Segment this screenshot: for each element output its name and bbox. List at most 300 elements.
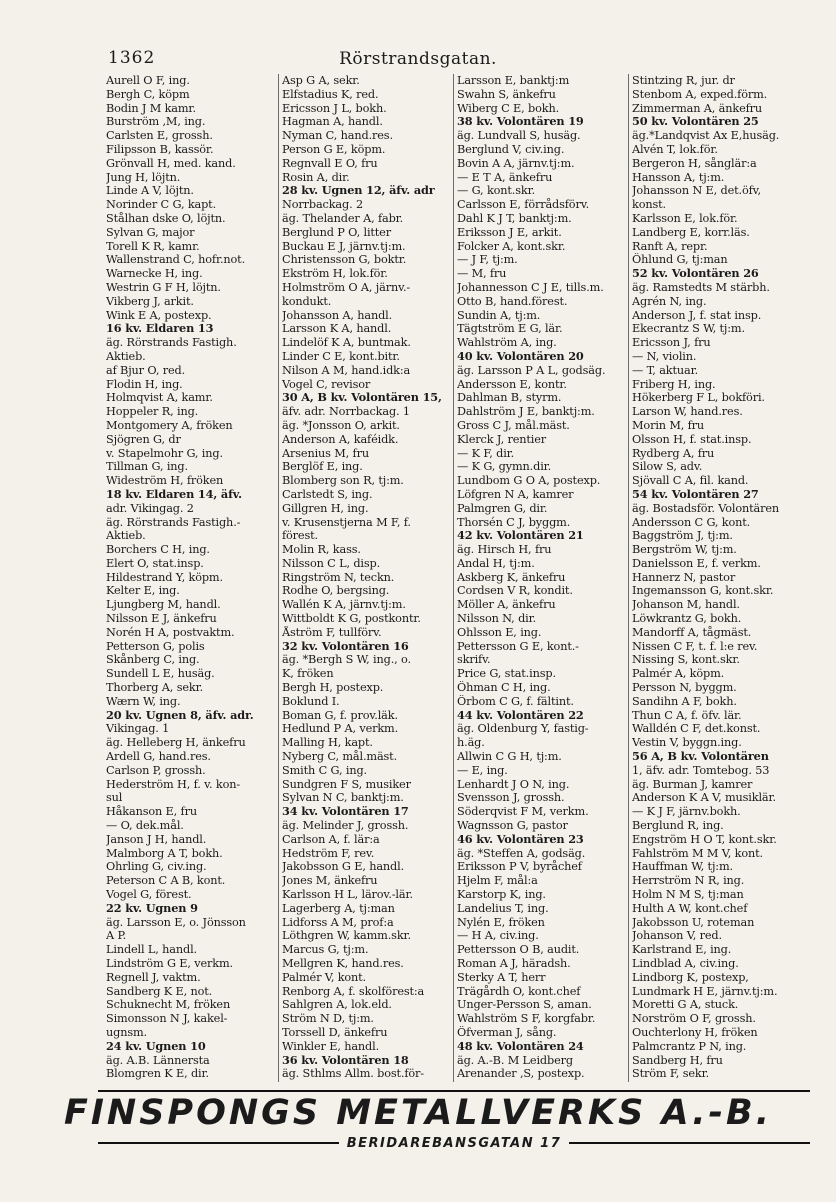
directory-entry: Hagman A, handl. (282, 115, 383, 129)
directory-entry: Hannerz N, pastor (632, 570, 736, 584)
directory-entry: v. Krusenstjerna M F, f. (282, 515, 411, 529)
directory-entry: Christensson G, boktr. (282, 253, 407, 267)
block-heading: 56 A, B kv. Volontären (632, 750, 769, 764)
directory-entry: Sundgren F S, musiker (282, 777, 411, 791)
directory-entry: — K J F, järnv.bokh. (632, 805, 741, 819)
directory-entry: Trägårdh O, kont.chef (457, 984, 581, 998)
directory-entry: Lenhardt J O N, ing. (457, 777, 570, 791)
directory-entry: Vogel G, förest. (106, 888, 192, 902)
directory-entry: Lindborg K, postexp, (632, 970, 749, 984)
directory-entry: Hökerberg F L, bokföri. (632, 391, 765, 405)
directory-entry: Warnecke H, ing. (106, 267, 203, 281)
directory-entry: Löwkrantz G, bokh. (632, 612, 742, 626)
directory-entry: äg. Rörstrands Fastigh. (106, 336, 237, 350)
directory-entry: Marcus G, tj:m. (282, 943, 369, 957)
directory-entry: Jung H, löjtn. (106, 170, 181, 184)
directory-entry: Nissing S, kont.skr. (632, 653, 740, 667)
directory-entry: Holm N M S, tj:man (632, 888, 744, 902)
directory-entry: Norström O F, grossh. (632, 1012, 756, 1026)
directory-column-1 (103, 74, 278, 1082)
directory-entry: skrifv. (457, 653, 491, 667)
directory-entry: Carlson A, f. lär:a (282, 832, 380, 846)
directory-entry: Johansson N E, det.öfv, (632, 184, 761, 198)
directory-entry: Ljungberg M, handl. (106, 598, 221, 612)
directory-entry: Borchers C H, ing. (106, 543, 210, 557)
directory-entry: Mellgren K, hand.res. (282, 957, 404, 970)
directory-entry: — E, ing. (457, 763, 508, 777)
directory-entry: Hildestrand Y, köpm. (106, 570, 223, 584)
directory-column-3 (453, 74, 628, 1082)
block-heading: 40 kv. Volontären 20 (457, 349, 584, 363)
block-heading: 16 kv. Eldaren 13 (106, 322, 214, 336)
directory-entry: äg. Larsson E, o. Jönsson (106, 915, 246, 929)
directory-entry: äg. *Jonsson O, arkit. (282, 418, 400, 432)
directory-entry: Ardell G, hand.res. (106, 750, 211, 764)
directory-entry: Norrbackag. 2 (282, 198, 364, 212)
directory-entry: Friberg H, ing. (632, 377, 716, 391)
directory-entry: kondukt. (282, 294, 332, 308)
directory-entry: Malmborg A T, bokh. (106, 846, 223, 860)
directory-entry: Gross C J, mål.mäst. (457, 418, 570, 432)
directory-entry: äg. Helleberg H, änkefru (106, 736, 246, 750)
directory-entry (282, 1081, 451, 1082)
directory-entry: Wahlström S F, korgfabr. (457, 1012, 596, 1026)
directory-entry: Rodhe O, bergsing. (282, 584, 390, 598)
directory-entry: Stålhan dske O, löjtn. (106, 211, 226, 225)
directory-entry: Eriksson P V, byråchef (457, 860, 582, 874)
directory-entry: Thorsén C J, byggm. (457, 515, 571, 529)
directory-entry: Söderqvist F M, verkm. (457, 805, 589, 819)
directory-entry: Peterson C A B, kont. (106, 874, 226, 888)
directory-entry: Berglund P O, litter (282, 225, 391, 239)
directory-entry: Persson N, byggm. (632, 681, 737, 695)
directory-entry: Berglund V, civ.ing. (457, 142, 565, 156)
directory-entry: Larson W, hand.res. (632, 405, 743, 419)
directory-entry: — G, kont.skr. (457, 184, 536, 198)
directory-entry: Danielsson E, f. verkm. (632, 556, 761, 570)
directory-entry: Dahlström J E, banktj:m. (457, 405, 595, 419)
directory-entry: Larsson K A, handl. (282, 322, 392, 336)
directory-entry: Nilsson N, dir. (457, 612, 537, 626)
directory-entry: Rosin A, dir. (282, 170, 350, 184)
subtitle-right-rule (569, 1142, 810, 1144)
directory-entry: förest. (282, 529, 318, 543)
directory-entry: Andersson C G, kont. (632, 515, 751, 529)
directory-entry: Tägtström E G, lär. (457, 322, 563, 336)
directory-entry: Hulth A W, kont.chef (632, 901, 748, 915)
directory-entry: Åström F, tullförv. (282, 625, 382, 639)
directory-columns (103, 74, 803, 1082)
directory-entry: Wallenstrand C, hofr.not. (106, 253, 246, 267)
directory-entry: Jakobsson G E, handl. (282, 860, 405, 874)
directory-entry: äg. A.-B. M Leidberg (457, 1053, 573, 1067)
directory-entry (106, 1081, 276, 1082)
directory-entry: Flodin H, ing. (106, 377, 183, 391)
directory-entry: Baggström J, tj:m. (632, 529, 733, 543)
directory-entry: Sylvan N C, banktj:m. (282, 791, 404, 805)
directory-entry: Jakobsson U, roteman (632, 915, 755, 929)
block-heading: 52 kv. Volontären 26 (632, 267, 759, 281)
directory-entry: Norinder C G, kapt. (106, 198, 217, 212)
block-heading: 24 kv. Ugnen 10 (106, 1039, 206, 1053)
directory-entry: Aktieb. (106, 529, 146, 543)
directory-entry: K, fröken (282, 667, 334, 681)
directory-entry: Elfstadius K, red. (282, 87, 379, 101)
directory-entry: Torell K R, kamr. (106, 239, 200, 253)
directory-entry: Nilsson E J, änkefru (106, 612, 217, 626)
directory-entry: Wagnsson G, pastor (457, 819, 568, 833)
directory-entry: Sundell L E, husäg. (106, 667, 215, 681)
directory-entry: Ohlsson E, ing. (457, 625, 542, 639)
directory-entry: — N, violin. (632, 349, 697, 363)
directory-entry: Norén H A, postvaktm. (106, 625, 235, 639)
directory-entry: Jones M, änkefru (282, 874, 378, 888)
directory-entry: Lidforss A M, prof:a (282, 915, 394, 929)
directory-entry: Herrström N R, ing. (632, 874, 745, 888)
directory-entry: Andal H, tj:m. (457, 556, 535, 570)
directory-entry: Stenbom A, exped.förm. (632, 87, 768, 101)
directory-entry: Alvén T, lok.för. (632, 142, 718, 156)
directory-entry: Hedström F, rev. (282, 846, 375, 860)
directory-entry: Grönvall H, med. kand. (106, 156, 236, 170)
directory-entry: Wink E A, postexp. (106, 308, 212, 322)
directory-entry: Sandihn A F, bokh. (632, 694, 737, 708)
directory-entry: Olsson H, f. stat.insp. (632, 432, 752, 446)
directory-entry: Askberg K, änkefru (457, 570, 566, 584)
banner-top-rule (98, 1090, 810, 1092)
directory-entry: Lindell L, handl. (106, 943, 197, 957)
directory-entry: Johanson V, red. (632, 929, 722, 943)
block-heading: 28 kv. Ugnen 12, äfv. adr (282, 184, 435, 198)
directory-entry: Carlsten E, grossh. (106, 129, 213, 143)
directory-entry: Blomberg son R, tj:m. (282, 474, 404, 488)
block-heading: 22 kv. Ugnen 9 (106, 901, 198, 915)
directory-entry: — K G, gymn.dir. (457, 460, 552, 474)
directory-entry: Aktieb. (106, 349, 146, 363)
directory-entry: Örbom C G, f. fältint. (457, 694, 574, 708)
directory-entry: Wiberg C E, bokh. (457, 101, 560, 115)
directory-entry: Burström ,M, ing. (106, 115, 206, 129)
directory-entry: Bergström W, tj:m. (632, 543, 737, 557)
directory-entry: Elert O, stat.insp. (106, 556, 204, 570)
directory-entry: Asp G A, sekr. (282, 74, 360, 87)
directory-entry: Landelius T, ing. (457, 901, 549, 915)
directory-entry: Nissen C F, t. f. l:e rev. (632, 639, 758, 653)
directory-entry: — H A, civ.ing. (457, 929, 539, 943)
directory-entry: Lundmark H E, järnv.tj:m. (632, 984, 778, 998)
directory-entry: ugnsm. (106, 1025, 147, 1039)
directory-entry: Sylvan G, major (106, 225, 195, 239)
advertisement-title: FINSPONGS METALLVERKS A.-B. (63, 1093, 772, 1133)
directory-entry: Ström N D, tj:m. (282, 1012, 374, 1026)
directory-entry: Skånberg C, ing. (106, 653, 200, 667)
directory-entry: Moretti G A, stuck. (632, 998, 739, 1012)
directory-entry (457, 1081, 626, 1082)
directory-entry: Anderson J, f. stat insp. (632, 308, 762, 322)
directory-entry: äg. *Steffen A, godsäg. (457, 846, 586, 860)
directory-entry: Öhlund G, tj:man (632, 253, 728, 267)
directory-entry: Palmér V, kont. (282, 970, 366, 984)
directory-entry: Sahlgren A, lok.eld. (282, 998, 392, 1012)
directory-entry: Nilsson C L, disp. (282, 556, 381, 570)
directory-entry: Sjövall C A, fil. kand. (632, 474, 749, 488)
directory-entry: Johannesson C J E, tills.m. (457, 280, 604, 294)
directory-entry: Sundin A, tj:m. (457, 308, 541, 322)
directory-entry: Silow S, adv. (632, 460, 703, 474)
directory-entry: Möller A, änkefru (457, 598, 556, 612)
directory-entry: Folcker A, kont.skr. (457, 239, 566, 253)
directory-entry: Carlsson E, förrådsförv. (457, 198, 590, 212)
directory-entry: Vikberg J, arkit. (106, 294, 194, 308)
directory-entry: Lindelöf K A, buntmak. (282, 336, 411, 350)
directory-entry: äg. Rörstrands Fastigh.- (106, 515, 241, 529)
directory-entry: äg. Melinder J, grossh. (282, 819, 409, 833)
directory-entry: Palmcrantz P N, ing. (632, 1039, 747, 1053)
directory-entry: Karstorp K, ing. (457, 888, 546, 902)
directory-entry: Petterson G, polis (106, 639, 205, 653)
directory-entry: Ekström H, lok.för. (282, 267, 388, 281)
directory-entry: Palmér A, köpm. (632, 667, 725, 681)
directory-entry: Lagerberg A, tj:man (282, 901, 395, 915)
directory-entry: Ouchterlony H, fröken (632, 1025, 758, 1039)
block-heading: 44 kv. Volontären 22 (457, 708, 584, 722)
directory-entry: Hoppeler R, ing. (106, 405, 199, 419)
directory-entry: Winkler E, handl. (282, 1039, 380, 1053)
directory-entry: Hedlund P A, verkm. (282, 722, 399, 736)
directory-entry: — M, fru (457, 267, 507, 281)
advertisement-subtitle-row (98, 1135, 810, 1151)
directory-entry: Vestin V, byggn.ing. (632, 736, 742, 750)
directory-entry: af Bjur O, red. (106, 363, 186, 377)
directory-entry: Schuknecht M, fröken (106, 998, 231, 1012)
directory-entry: Öhman C H, ing. (457, 681, 551, 695)
directory-entry: Wittboldt K G, postkontr. (282, 612, 421, 626)
directory-entry: Landberg E, korr.läs. (632, 225, 750, 239)
directory-entry: Wideström H, fröken (106, 474, 224, 488)
directory-entry: Eriksson J E, arkit. (457, 225, 562, 239)
directory-entry: — J F, tj:m. (457, 253, 518, 267)
directory-entry: Regnvall E O, fru (282, 156, 378, 170)
directory-entry: Dahlman B, styrm. (457, 391, 562, 405)
directory-entry: Linder C E, kont.bitr. (282, 349, 400, 363)
directory-entry: äg. Larsson P A L, godsäg. (457, 363, 606, 377)
directory-entry: Bergh H, postexp. (282, 681, 384, 695)
directory-entry: Stintzing R, jur. dr (632, 74, 735, 87)
directory-entry: Nyman C, hand.res. (282, 129, 393, 143)
directory-entry: Ringström N, teckn. (282, 570, 395, 584)
directory-entry: Linde A V, löjtn. (106, 184, 194, 198)
directory-entry: äg. Thelander A, fabr. (282, 211, 404, 225)
directory-entry: Torssell D, änkefru (282, 1025, 388, 1039)
directory-entry: Lindblad A, civ.ing. (632, 957, 739, 970)
directory-entry: Hjelm F, mål:a (457, 874, 538, 888)
directory-entry: Regnell J, vaktm. (106, 970, 201, 984)
directory-entry: Sterky A T, herr (457, 970, 546, 984)
directory-entry: Ericsson J, fru (632, 336, 711, 350)
directory-entry: Johansson A, handl. (282, 308, 393, 322)
directory-entry: 1, äfv. adr. Tomtebog. 53 (632, 763, 770, 777)
directory-entry: Nyberg C, mål.mäst. (282, 750, 398, 764)
directory-entry: Hederström H, f. v. kon- (106, 777, 241, 791)
directory-entry: konst. (632, 198, 666, 212)
block-heading: 42 kv. Volontären 21 (457, 529, 584, 543)
directory-entry: äg. Hirsch H, fru (457, 543, 552, 557)
advertisement-banner (0, 1088, 836, 1151)
directory-entry: Sandberg H, fru (632, 1053, 723, 1067)
directory-entry: Löthgren W, kamm.skr. (282, 929, 411, 943)
directory-entry: Bergh C, köpm (106, 87, 190, 101)
directory-entry: äg. A.B. Lännersta (106, 1053, 210, 1067)
directory-entry: äg. Sthlms Allm. bost.för- (282, 1067, 424, 1081)
directory-entry: Boman G, f. prov.läk. (282, 708, 398, 722)
directory-entry: Kelter E, ing. (106, 584, 180, 598)
directory-entry: Fahlström M M V, kont. (632, 846, 763, 860)
block-heading: 34 kv. Volontären 17 (282, 805, 409, 819)
directory-entry: Boklund I. (282, 694, 340, 708)
directory-entry: Carlson P, grossh. (106, 763, 206, 777)
directory-entry: Bovin A A, järnv.tj:m. (457, 156, 575, 170)
directory-entry: Ingemansson G, kont.skr. (632, 584, 774, 598)
directory-entry: Ekecrantz S W, tj:m. (632, 322, 745, 336)
directory-entry: Ström F, sekr. (632, 1067, 710, 1081)
subtitle-left-rule (98, 1142, 339, 1144)
directory-entry: Vikingag. 1 (106, 722, 170, 736)
directory-entry: Nylén E, fröken (457, 915, 545, 929)
directory-entry: äg. Lundvall S, husäg. (457, 129, 581, 143)
directory-entry: Nilson A M, hand.idk:a (282, 363, 411, 377)
directory-entry: Pettersson O B, audit. (457, 943, 580, 957)
directory-entry: Person G E, köpm. (282, 142, 386, 156)
block-heading: 30 A, B kv. Volontären 15, (282, 391, 442, 405)
directory-entry: Ericsson J L, bokh. (282, 101, 387, 115)
directory-entry: äg. Ramstedts M stärbh. (632, 280, 770, 294)
block-heading: 32 kv. Volontären 16 (282, 639, 409, 653)
directory-entry: Berglund R, ing. (632, 819, 724, 833)
directory-entry: Lindström G E, verkm. (106, 957, 233, 970)
directory-entry: Karlsson H L, lärov.-lär. (282, 888, 413, 902)
directory-entry: äfv. adr. Norrbackag. 1 (282, 405, 410, 419)
directory-entry: Blomgren K E, dir. (106, 1067, 209, 1081)
directory-entry: Johanson M, handl. (632, 598, 740, 612)
directory-entry: äg. Burman J, kamrer (632, 777, 753, 791)
directory-entry: v. Stapelmohr G, ing. (106, 446, 223, 460)
directory-entry: Aurell O F, ing. (106, 74, 190, 87)
directory-entry: Zimmerman A, änkefru (632, 101, 763, 115)
directory-entry: Anderson K A V, musiklär. (632, 791, 776, 805)
street-title: Rörstrandsgatan. (339, 49, 497, 69)
directory-entry: Thun C A, f. öfv. lär. (632, 708, 742, 722)
directory-entry: Tillman G, ing. (106, 460, 188, 474)
directory-entry: Håkanson E, fru (106, 805, 197, 819)
directory-entry: Roman A J, häradsh. (457, 957, 571, 970)
directory-entry: Swahn S, änkefru (457, 87, 556, 101)
directory-entry: Sjögren G, dr (106, 432, 181, 446)
directory-entry: Buckau E J, järnv.tj:m. (282, 239, 406, 253)
block-heading: 46 kv. Volontären 23 (457, 832, 584, 846)
directory-entry: sul (106, 791, 123, 805)
directory-column-2 (278, 74, 453, 1082)
block-heading: 48 kv. Volontären 24 (457, 1039, 584, 1053)
directory-entry: — E T A, änkefru (457, 170, 553, 184)
directory-entry: h.äg. (457, 736, 485, 750)
directory-entry: äg. Oldenburg Y, fastig- (457, 722, 589, 736)
directory-entry: Gillgren H, ing. (282, 501, 369, 515)
block-heading: 36 kv. Volontären 18 (282, 1053, 409, 1067)
directory-entry: Morin M, fru (632, 418, 705, 432)
directory-entry: Bergeron H, sånglär:a (632, 156, 757, 170)
directory-entry: A P. (106, 929, 127, 943)
directory-entry: Wahlström A, ing. (457, 336, 557, 350)
directory-entry: — T, aktuar. (632, 363, 699, 377)
directory-entry: adr. Vikingag. 2 (106, 501, 194, 515)
page-header (0, 48, 836, 74)
directory-column-4 (628, 74, 803, 1082)
directory-entry: Larsson E, banktj:m (457, 74, 570, 87)
directory-entry: Karlsson E, lok.för. (632, 211, 738, 225)
directory-entry: Klerck J, rentier (457, 432, 546, 446)
directory-entry: Price G, stat.insp. (457, 667, 556, 681)
directory-entry: Öfverman J, sång. (457, 1025, 557, 1039)
directory-entry: — K F, dir. (457, 446, 515, 460)
block-heading: 50 kv. Volontären 25 (632, 115, 759, 129)
directory-entry: Wærn W, ing. (106, 694, 181, 708)
directory-entry: Unger-Persson S, aman. (457, 998, 592, 1012)
directory-entry: Ranft A, repr. (632, 239, 708, 253)
directory-entry: Cordsen V R, kondit. (457, 584, 573, 598)
directory-entry: Simonsson N J, kakel- (106, 1012, 228, 1026)
directory-entry: Allwin C G H, tj:m. (457, 750, 562, 764)
directory-entry: Karlstrand E, ing. (632, 943, 732, 957)
directory-entry: Anderson A, kaféidk. (282, 432, 399, 446)
directory-entry: Holmqvist A, kamr. (106, 391, 213, 405)
directory-entry: Agrén N, ing. (632, 294, 707, 308)
block-heading: 20 kv. Ugnen 8, äfv. adr. (106, 708, 254, 722)
directory-entry: Holmström O A, järnv.- (282, 280, 411, 294)
directory-entry: Westrin G F H, löjtn. (106, 280, 221, 294)
directory-entry: Janson J H, handl. (106, 832, 207, 846)
directory-entry: Palmgren G, dir. (457, 501, 548, 515)
directory-entry: Vogel C, revisor (282, 377, 371, 391)
directory-entry: Walldén C F, det.konst. (632, 722, 761, 736)
directory-entry: Hauffman W, tj:m. (632, 860, 733, 874)
directory-entry: Svensson J, grossh. (457, 791, 565, 805)
directory-entry: Ohrling G, civ.ing. (106, 860, 207, 874)
directory-entry: Bodin J M kamr. (106, 101, 196, 115)
directory-entry: Sandberg K E, not. (106, 984, 213, 998)
directory-entry: Thorberg A, sekr. (106, 681, 204, 695)
directory-entry: äg. Bostadsför. Volontären (632, 501, 780, 515)
directory-entry: Arenander ,S, postexp. (457, 1067, 585, 1081)
block-heading: 38 kv. Volontären 19 (457, 115, 584, 129)
directory-entry: Molin R, kass. (282, 543, 361, 557)
directory-entry: Otto B, hand.förest. (457, 294, 568, 308)
directory-entry: Carlstedt S, ing. (282, 487, 373, 501)
directory-entry (632, 1081, 801, 1082)
directory-entry: Montgomery A, fröken (106, 418, 233, 432)
directory-entry: Pettersson G E, kont.- (457, 639, 579, 653)
directory-entry: Smith C G, ing. (282, 763, 367, 777)
directory-entry: Berglöf E, ing. (282, 460, 363, 474)
directory-entry: Arsenius M, fru (282, 446, 369, 460)
directory-entry: Rydberg A, fru (632, 446, 715, 460)
directory-entry: Mandorff A, tågmäst. (632, 625, 752, 639)
block-heading: 54 kv. Volontären 27 (632, 487, 759, 501)
directory-entry: Engström H O T, kont.skr. (632, 832, 777, 846)
directory-entry: Andersson E, kontr. (457, 377, 567, 391)
directory-entry: — O, dek.mål. (106, 819, 184, 833)
directory-entry: Renborg A, f. skolförest:a (282, 984, 425, 998)
advertisement-subtitle: BERIDAREBANSGATAN 17 (346, 1135, 562, 1151)
